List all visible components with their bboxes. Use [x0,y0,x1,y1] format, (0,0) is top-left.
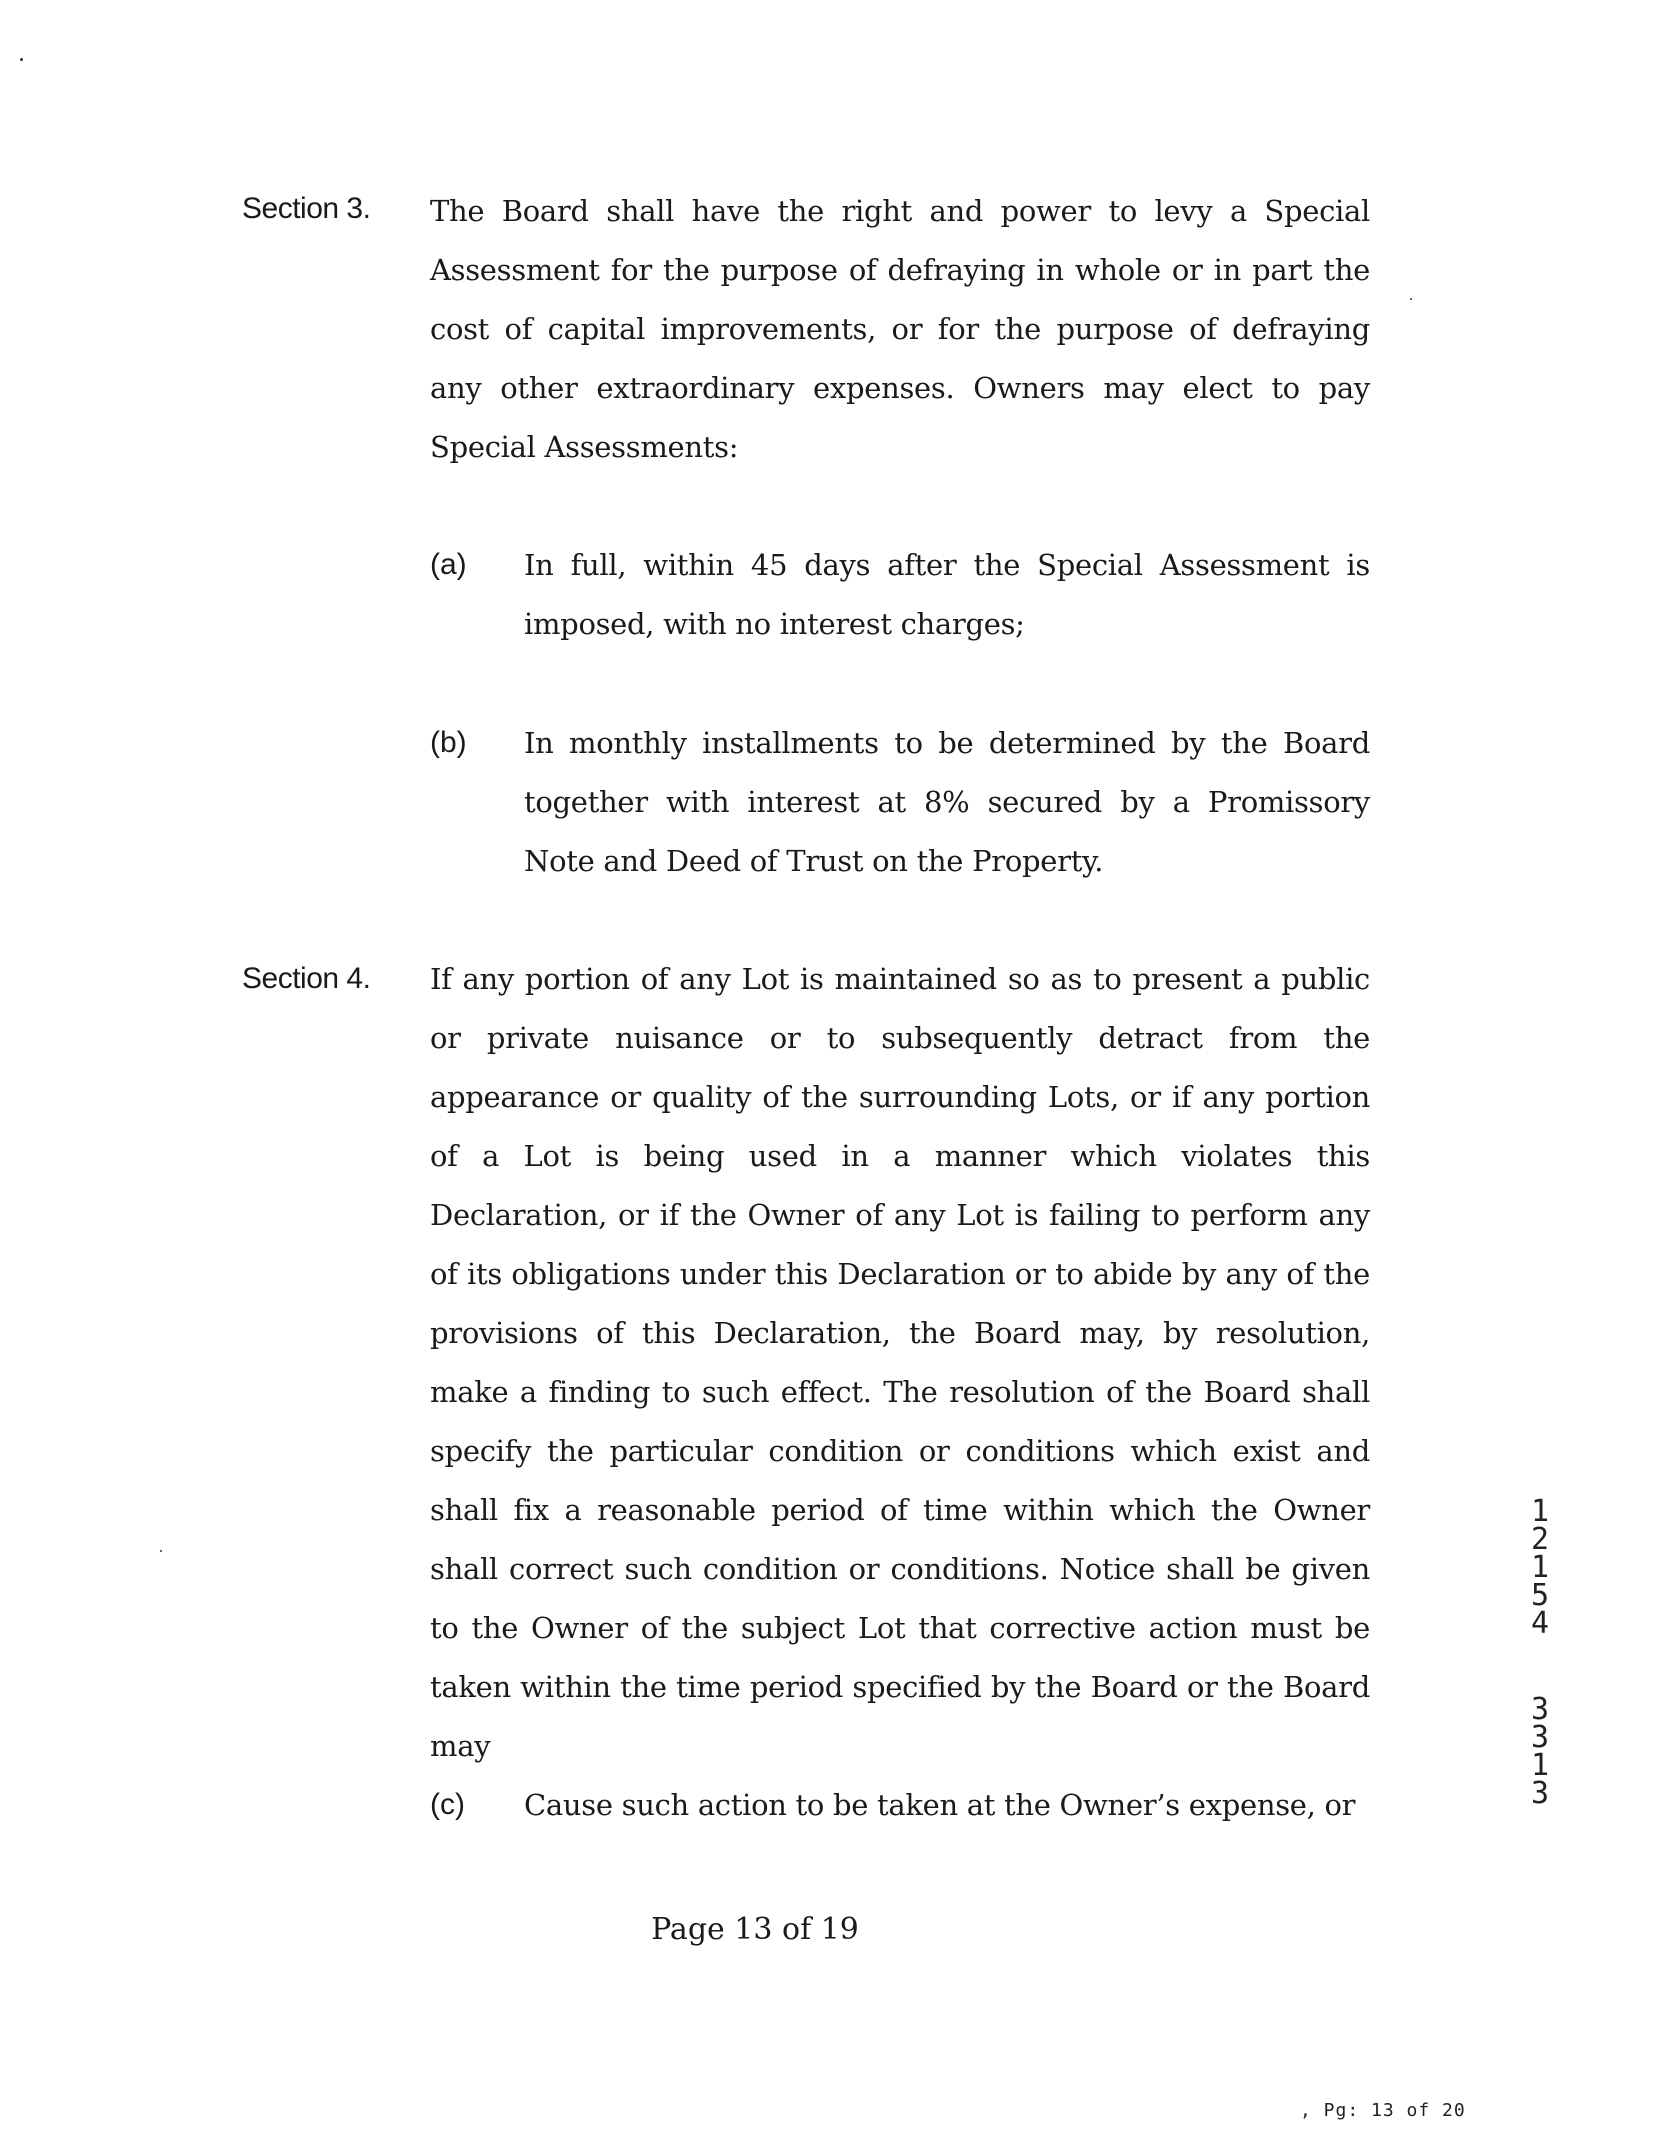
stamp-digit: 1 [1530,1494,1550,1529]
footer-recording-stamp: , Pg: 13 of 20 [1300,2100,1466,2121]
stamp-digit: 1 [1530,1550,1550,1585]
section-3-text: The Board shall have the right and power to levy a Special Assessment for the purpose of defraying in whole or in part the cost of capital improvements, or for the purpose of defraying any other extraordinary expenses. Owners may elect to pay Special Assessments: [430,194,1370,464]
item-b-text: In monthly installments to be determined by the Board together with interest at 8% secured by a Promissory Note and Deed of Trust on the Property. [524,726,1370,878]
item-a-label: (a) [430,548,467,581]
item-b-label: (b) [430,726,467,759]
item-a-text: In full, within 45 days after the Special Assessment is imposed, with no interest charges; [524,548,1370,641]
section-3-label: Section 3. [242,192,371,225]
item-c-text: Cause such action to be taken at the Owner’s expense, or [524,1788,1356,1822]
stamp-digit: 2 [1530,1522,1550,1557]
section-4-text: If any portion of any Lot is maintained so as to present a public or private nuisance or to subsequently detract from the appearance or quality of the surrounding Lots, or if any portion of a Lot is being used in a manner which violates this Declaration, or if the Owner of any Lot is failing to perform any of its obligations under this Declaration or to abide by any of the provisions of this Declaration, the Board may, by resolution, make a finding to such effect. The resolution of the Board shall specify the particular condition or conditions which exist and shall fix a reasonable period of time within which the Owner shall correct such condition or conditions. Notice shall be given to the Owner of the subject Lot that corrective action must be taken within the time period specified by the Board or the Board may [430,962,1370,1763]
section-4-label: Section 4. [242,962,371,995]
stamp-digit: 3 [1530,1776,1550,1811]
stamp-digit: 1 [1530,1748,1550,1783]
scan-speck [20,58,23,61]
scan-speck [1410,298,1412,300]
item-c-label: (c) [430,1788,465,1821]
stamp-digit: 3 [1530,1720,1550,1755]
recording-stamp-bottom [1520,1692,1560,1811]
stamp-digit: 4 [1530,1606,1550,1641]
stamp-digit: 3 [1530,1692,1550,1727]
scan-speck [160,1550,162,1552]
page-number: Page 13 of 19 [651,1912,859,1947]
stamp-digit: 5 [1530,1578,1550,1613]
recording-stamp-top [1520,1494,1560,1641]
